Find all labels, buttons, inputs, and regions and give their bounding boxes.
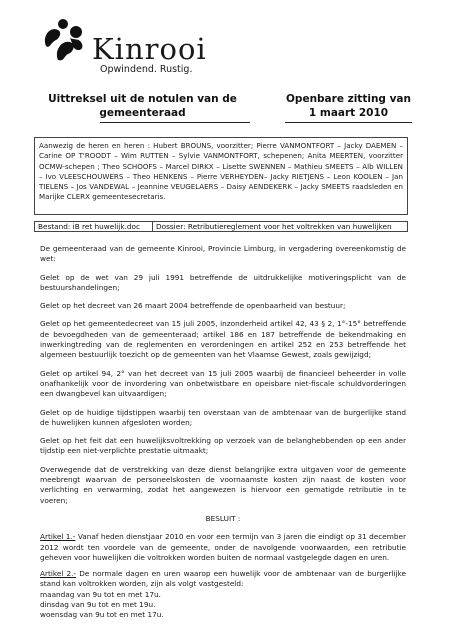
file-name: Bestand: iB ret huwelijk.doc xyxy=(38,222,140,231)
article-2 xyxy=(40,569,406,590)
attendance-box: Aanwezig de heren en heren : Hubert BROUNS, voorzitter; Pierre VANMONTFORT – Jacky DAEMEN – Carine OP T'ROODT – Wim RUTTEN – Sylvie VANMONTFORT, schepenen; Anita MEERTEN, voorzitter OCMW-schepen ; Theo SCHOOFS – Marcel DIRKX – Lisette SWENNEN – Mathieu SMEETS – Alb WILLEN – Ivo VLEESCHOUWERS – Theo HENKENS – Pierre VERHEYDEN– Jacky RIETJENS – Leon KOOLEN – Jan TIELENS – Jos VANDEWAL – Jeannine VEUGELAERS – Daisy AENDEKERK – Jacky SMEETS raadsleden en Marijke CLERX gemeentesecretaris. xyxy=(34,137,408,215)
document-title: Uittreksel uit de notulen van de gemeenteraad xyxy=(48,93,237,119)
paragraph: Gelet op de wet van 29 juli 1991 betreffende de uitdrukkelijke motiveringsplicht van de bestuurshandelingen; xyxy=(40,272,406,292)
article-2-text: De normale dagen en uren waarop een huwelijk voor de ambtenaar van de burgerlijke stand kan voltrokken worden, zijn als volgt vastgesteld: xyxy=(40,569,406,589)
session-title: Openbare zitting van 1 maart 2010 xyxy=(286,93,411,119)
logo-tagline: Opwindend. Rustig. xyxy=(100,64,193,75)
title-underline xyxy=(100,122,250,123)
dossier-name: Dossier: Retributiereglement voor het voltrekken van huwelijken xyxy=(156,222,392,231)
session-underline xyxy=(285,122,412,123)
logo-wordmark: Kinrooi xyxy=(92,32,207,66)
title-row xyxy=(40,92,412,128)
paragraph: Gelet op de huidige tijdstippen waarbij ten overstaan van de ambtenaar van de burgerlijke stand de huwelijken kunnen afgesloten worden; xyxy=(40,407,406,427)
article-1-label: Artikel 1.- xyxy=(40,532,76,542)
paragraph: Gelet op het decreet van 26 maart 2004 betreffende de openbaarheid van bestuur; xyxy=(40,301,346,311)
time-line: maandag van 9u tot en met 17u. xyxy=(40,589,161,599)
paragraph: Gelet op het gemeentedecreet van 15 juli 2005, inzonderheid artikel 42, 43 § 2, 1°-15° betreffende de bevoegdheden van de gemeenteraad; artikel 186 en 187 betreffende de bekendmaking en inwerkingtreding van de reglementen en verordeningen en artikel 252 en 253 betreffende het algemeen bestuurlijk toezicht op de gemeenten van het Vlaamse Gewest, zoals gewijzigd; xyxy=(40,319,406,360)
time-line: woensdag van 9u tot en met 17u. xyxy=(40,610,164,620)
divider xyxy=(152,222,153,231)
article-1 xyxy=(40,532,406,563)
intro-paragraph: De gemeenteraad van de gemeente Kinrooi, Provincie Limburg, in vergadering overeenkomstig de wet: xyxy=(40,244,406,264)
kinrooi-logo xyxy=(40,14,207,84)
paragraph: Gelet op artikel 94, 2° van het decreet van 15 juli 2005 waarbij de financieel beheerder in volle onafhankelijk voor de invordering van onbetwistbare en opeisbare niet-fiscale schuldvorderingen een dwangbevel kan uitvaardigen; xyxy=(40,368,406,399)
article-1-text: Vanaf heden dienstjaar 2010 en voor een termijn van 3 jaren die eindigt op 31 december 2012 wordt ten voordele van de gemeente, onder de navolgende voorwaarden, een retributie geheven voor huwelijken die voltrokken worden buiten de normaal vastgelegde dagen en uren. xyxy=(40,532,406,562)
logo-mark-icon xyxy=(40,16,88,64)
paragraph: Gelet op het feit dat een huwelijksvoltrekking op verzoek van de belanghebbenden op een ander tijdstip een niet-verplichte prestatie uitmaakt; xyxy=(40,436,406,456)
paragraph: Overwegende dat de verstrekking van deze dienst belangrijke extra uitgaven voor de gemeente meebrengt waarvan de personeelskosten de voornaamste kosten zijn naast de kosten voor verlichting en verwarming, zodat het aangewezen is hiervoor een gematigde retributie in te voeren; xyxy=(40,464,406,505)
besluit-heading: BESLUIT : xyxy=(205,513,241,523)
document-body xyxy=(40,244,406,621)
time-line: dinsdag van 9u tot en met 19u. xyxy=(40,600,156,610)
file-info-row xyxy=(34,221,408,232)
article-2-label: Artikel 2.- xyxy=(40,569,77,579)
